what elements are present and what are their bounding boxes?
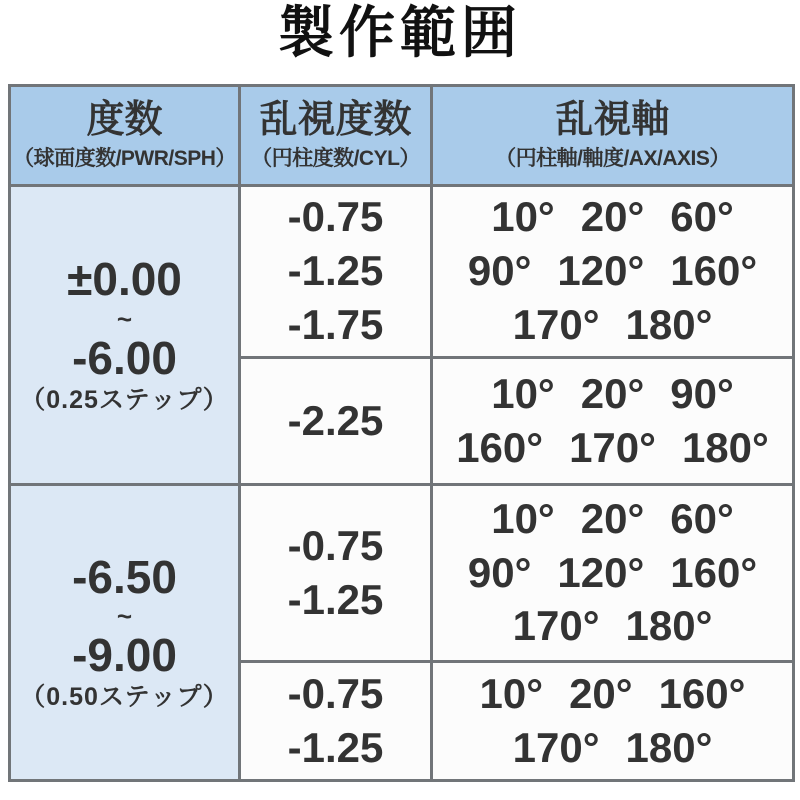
- axis-value: 90°: [670, 369, 734, 417]
- axis-value: 60°: [670, 494, 734, 542]
- axis-value: 20°: [580, 494, 645, 542]
- cylinder-value: -0.75: [287, 669, 384, 717]
- page-title: 製作範囲: [278, 1, 522, 64]
- axis-cell: [432, 357, 794, 484]
- axis-value: 160°: [658, 669, 746, 717]
- axis-cell: [432, 185, 794, 357]
- header-power-sub: （球面度数/PWR/SPH）: [13, 147, 236, 171]
- production-range-table: [8, 84, 795, 782]
- axis-value: 180°: [681, 423, 769, 471]
- cylinder-value: -1.25: [287, 247, 384, 295]
- axis-value: 10°: [491, 494, 555, 542]
- axis-value: 120°: [557, 247, 645, 295]
- header-cylinder-sub: （円柱度数/CYL）: [251, 147, 420, 171]
- power-range-tilde: ~: [116, 601, 133, 632]
- header-axis-main: 乱視軸: [555, 98, 670, 141]
- header-power-main: 度数: [86, 98, 163, 141]
- axis-line: [433, 546, 792, 600]
- table-row: [10, 185, 794, 357]
- axis-value: 20°: [569, 669, 633, 717]
- axis-line: [433, 244, 792, 298]
- axis-value: 10°: [491, 193, 555, 241]
- axis-value: 160°: [456, 423, 544, 471]
- axis-value: 170°: [512, 602, 600, 650]
- axis-value: 180°: [625, 300, 713, 348]
- axis-value: 90°: [467, 247, 532, 295]
- axis-value: 20°: [580, 369, 645, 417]
- power-range-step: （0.50ステップ）: [20, 683, 229, 712]
- cylinder-value: -1.25: [287, 723, 384, 771]
- header-row: [10, 85, 794, 185]
- axis-cell: [432, 484, 794, 661]
- axis-line: [433, 298, 792, 352]
- axis-value: 60°: [670, 193, 734, 241]
- axis-value: 180°: [625, 602, 713, 650]
- table-row: [10, 484, 794, 661]
- cylinder-value: -1.75: [287, 300, 384, 348]
- power-range-cell-2: [10, 484, 240, 780]
- power-range-top: -6.50: [72, 550, 177, 603]
- header-power: [10, 85, 240, 185]
- axis-line: [433, 667, 792, 721]
- axis-value: 10°: [479, 669, 544, 717]
- axis-value: 160°: [670, 548, 758, 596]
- axis-value: 90°: [467, 548, 532, 596]
- axis-line: [433, 421, 792, 475]
- axis-line: [433, 367, 792, 421]
- cylinder-cell: [240, 661, 432, 780]
- axis-line: [433, 721, 792, 775]
- axis-value: 160°: [670, 247, 758, 295]
- power-range-tilde: ~: [116, 303, 133, 334]
- axis-value: 170°: [569, 423, 656, 471]
- axis-value: 170°: [512, 723, 600, 771]
- axis-value: 20°: [580, 193, 645, 241]
- header-axis-sub: （円柱軸/軸度/AX/AXIS）: [495, 147, 730, 171]
- power-range-step: （0.25ステップ）: [20, 385, 229, 414]
- axis-line: [433, 492, 792, 546]
- cylinder-cell: [240, 484, 432, 661]
- cylinder-value: -0.75: [287, 193, 384, 241]
- cylinder-value: -2.25: [287, 396, 384, 444]
- header-cylinder: [240, 85, 432, 185]
- axis-line: [433, 599, 792, 653]
- power-range-bottom: -6.00: [72, 331, 177, 384]
- axis-value: 180°: [625, 723, 713, 771]
- header-axis: [432, 85, 794, 185]
- power-range-top: ±0.00: [67, 253, 182, 306]
- power-range-cell-1: [10, 185, 240, 484]
- axis-value: 170°: [512, 300, 600, 348]
- cylinder-cell: [240, 357, 432, 484]
- cylinder-value: -1.25: [287, 575, 384, 623]
- cylinder-cell: [240, 185, 432, 357]
- axis-line: [433, 190, 792, 244]
- axis-value: 120°: [557, 548, 645, 596]
- axis-value: 10°: [491, 369, 555, 417]
- power-range-bottom: -9.00: [72, 629, 177, 682]
- axis-cell: [432, 661, 794, 780]
- cylinder-value: -0.75: [287, 521, 384, 569]
- header-cylinder-main: 乱視度数: [259, 98, 412, 141]
